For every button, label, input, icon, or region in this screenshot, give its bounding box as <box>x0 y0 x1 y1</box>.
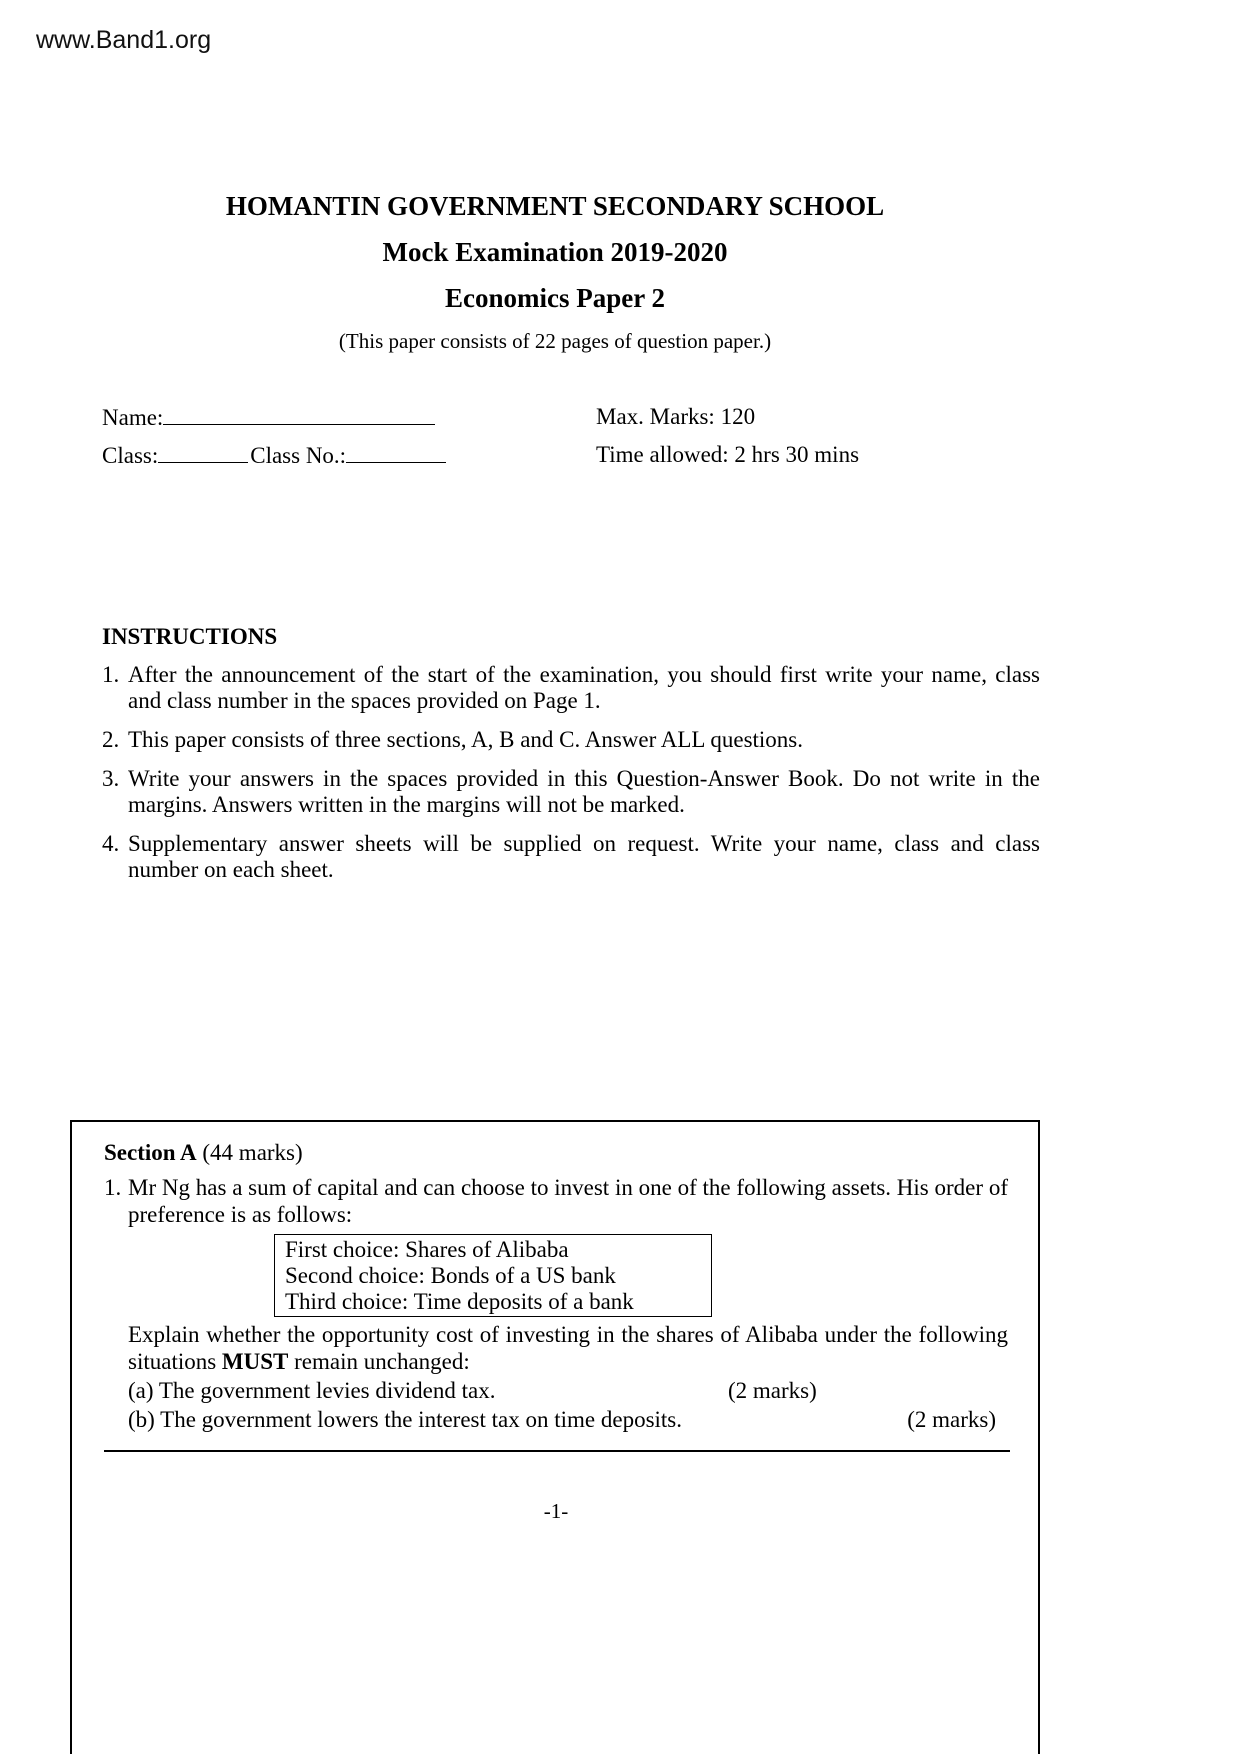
class-no-label: Class No.: <box>250 443 347 469</box>
name-label: Name: <box>102 405 164 431</box>
instruction-item <box>102 727 1040 753</box>
class-label: Class: <box>102 443 159 469</box>
answer-writing-line <box>104 1449 1010 1452</box>
section-a-title <box>104 1140 1008 1166</box>
question-1a-marks: (2 marks) <box>728 1378 817 1404</box>
section-a-marks: (44 marks) <box>196 1140 303 1166</box>
question-1-number: 1. <box>104 1175 122 1201</box>
instruction-text: Write your answers in the spaces provided in this Question-Answer Book. Do not write in the margins. Answers written in the margins will not be marked. <box>128 766 1040 818</box>
class-blank-line <box>158 440 248 463</box>
time-allowed: Time allowed: 2 hrs 30 mins <box>596 442 860 468</box>
question-1 <box>104 1174 1008 1228</box>
instruction-item <box>102 662 1040 714</box>
instructions-block <box>102 624 1040 883</box>
class-row <box>102 440 596 478</box>
section-a-box <box>70 1120 1040 1754</box>
question-1b-row <box>128 1406 1008 1433</box>
choice-third: Third choice: Time deposits of a bank <box>285 1289 634 1315</box>
instruction-number: 2. <box>102 727 120 753</box>
candidate-fields <box>102 402 596 478</box>
instruction-text: This paper consists of three sections, A, B and C. Answer ALL questions. <box>128 727 804 753</box>
instruction-item <box>102 831 1040 883</box>
question-1a-row <box>128 1377 1008 1404</box>
page-number: -1- <box>543 1499 569 1524</box>
question-1-text: Mr Ng has a sum of capital and can choose to invest in one of the following assets. His order of preference is as follows: <box>128 1175 1008 1228</box>
exam-title: Mock Examination 2019-2020 <box>382 237 728 268</box>
watermark-url: www.Band1.org <box>36 26 212 54</box>
question-1b-text: (b) The government lowers the interest tax on time deposits. <box>128 1407 682 1433</box>
question-1-prompt <box>128 1321 1008 1375</box>
instructions-title: INSTRUCTIONS <box>102 624 278 650</box>
school-name: HOMANTIN GOVERNMENT SECONDARY SCHOOL <box>225 191 885 221</box>
preference-choices-box <box>274 1234 712 1317</box>
prompt-text-pre: Explain whether the opportunity cost of investing in the shares of Alibaba under the following situations <box>128 1322 1008 1375</box>
choice-second: Second choice: Bonds of a US bank <box>285 1263 616 1289</box>
name-blank-line <box>163 402 435 425</box>
exam-meta <box>596 402 1040 478</box>
question-1b-marks: (2 marks) <box>907 1407 996 1433</box>
instruction-number: 4. <box>102 831 120 857</box>
paper-title: Economics Paper 2 <box>445 282 665 313</box>
prompt-must-emphasis: MUST <box>221 1349 289 1375</box>
instruction-number: 3. <box>102 766 120 792</box>
instruction-text: Supplementary answer sheets will be supplied on request. Write your name, class and class number on each sheet. <box>128 831 1040 883</box>
prompt-text-post: remain unchanged: <box>288 1349 470 1375</box>
name-row <box>102 402 596 440</box>
question-1a-text: (a) The government levies dividend tax. <box>128 1378 496 1404</box>
instruction-text: After the announcement of the start of the examination, you should first write your name, class and class number in the spaces provided on Page 1. <box>128 662 1040 714</box>
section-a-label: Section A <box>104 1140 197 1166</box>
class-no-blank-line <box>346 440 446 463</box>
candidate-info-block <box>102 402 1040 478</box>
instruction-item <box>102 766 1040 818</box>
max-marks: Max. Marks: 120 <box>596 404 756 430</box>
instruction-number: 1. <box>102 662 120 688</box>
paper-pages-note: (This paper consists of 22 pages of question paper.) <box>338 329 772 354</box>
choice-first: First choice: Shares of Alibaba <box>285 1237 569 1263</box>
page-content <box>70 0 1040 1754</box>
